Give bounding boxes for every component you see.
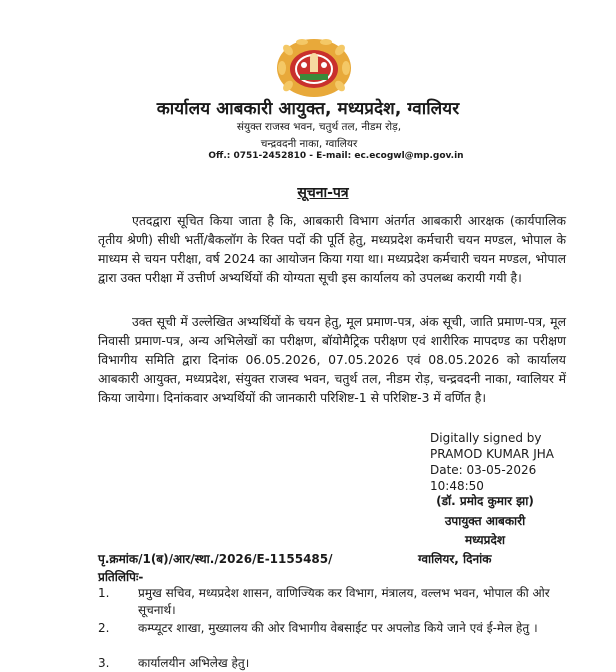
signature-line-2: PRAMOD KUMAR JHA (430, 447, 554, 461)
copy-item-text: कार्यालयीन अभिलेख हेतु। (138, 656, 250, 670)
reference-place-date: ग्वालियर, दिनांक (418, 552, 492, 566)
copy-item-text: प्रमुख सचिव, मध्यप्रदेश शासन, वाणिज्यिक कर विभाग, मंत्रालय, वल्लभ भवन, भोपाल की ओर सूचनार्थ। (138, 586, 550, 617)
digital-signature-block (430, 430, 554, 494)
signature-line-1: Digitally signed by (430, 431, 542, 445)
mp-government-emblem-icon (276, 38, 352, 98)
body-paragraph-1: एतदद्वारा सूचित किया जाता है कि, आबकारी विभाग अंतर्गत आबकारी आरक्षक (कार्यपालिक तृतीय श्रेणी) सीधी भर्ती/बैकलॉग के रिक्त पदों की पूर्ति हेतु, मध्यप्रदेश कर्मचारी चयन मण्डल, भोपाल के माध्यम से चयन परीक्षा, वर्ष 2024 का आयोजन किया गया था। मध्यप्रदेश कर्मचारी चयन मण्डल, भोपाल द्वारा उक्त परीक्षा में उत्तीर्ण अभ्यर्थियों की योग्यता सूची इस कार्यालय को उपलब्ध करायी गयी है। (98, 213, 566, 285)
copy-item-number: 3. (98, 656, 110, 670)
officer-state: मध्यप्रदेश (464, 533, 505, 547)
address-line-2: चन्द्रवदनी नाका, ग्वालियर (260, 138, 358, 150)
contact-info: Off.: 0751-2452810 - E-mail: ec.ecogwl@mp.gov.in (208, 151, 464, 161)
officer-designation: उपायुक्त आबकारी (444, 514, 526, 528)
notice-title: सूचना-पत्र (297, 185, 349, 201)
body-paragraph-2: उक्त सूची में उल्लेखित अभ्यर्थियों के चयन हेतु, मूल प्रमाण-पत्र, अंक सूची, जाति प्रमाण-पत्र, मूल निवासी प्रमाण-पत्र, अन्य अभिलेखों का परीक्षण, बॉयोमैट्रिक परीक्षण एवं शारीरिक मापदण्ड का परीक्षण विभागीय समिति द्वारा दिनांक 06.05.2026, 07.05.2026 एवं 08.05.2026 को कार्यालय आबकारी आयुक्त, मध्यप्रदेश, संयुक्त राजस्व भवन, चतुर्थ तल, नीडम रोड़, चन्द्रवदनी नाका, ग्वालियर में किया जायेगा। दिनांकवार अभ्यर्थियों की जानकारी परिशिष्ट-1 से परिशिष्ट-3 में वर्णित है। (98, 314, 566, 405)
signature-line-3: Date: 03-05-2026 (430, 463, 537, 477)
address-line-1: संयुक्त राजस्व भवन, चतुर्थ तल, नीडम रोड़, (236, 121, 402, 133)
copy-item-number: 1. (98, 586, 110, 600)
reference-number: पृ.क्रमांक/1(ब)/आर/स्था./2026/E-1155485/ (98, 552, 333, 566)
copy-to-label: प्रतिलिपिः- (98, 570, 144, 584)
copy-item-number: 2. (98, 621, 110, 635)
signature-line-4: 10:48:50 (430, 479, 484, 493)
officer-name: (डॉ. प्रमोद कुमार झा) (436, 494, 534, 508)
office-name: कार्यालय आबकारी आयुक्त, मध्यप्रदेश, ग्वालियर (156, 99, 460, 119)
copy-item-text: कम्प्यूटर शाखा, मुख्यालय की ओर विभागीय वेबसाईट पर अपलोड किये जाने एवं ई-मेल हेतु । (138, 621, 538, 635)
